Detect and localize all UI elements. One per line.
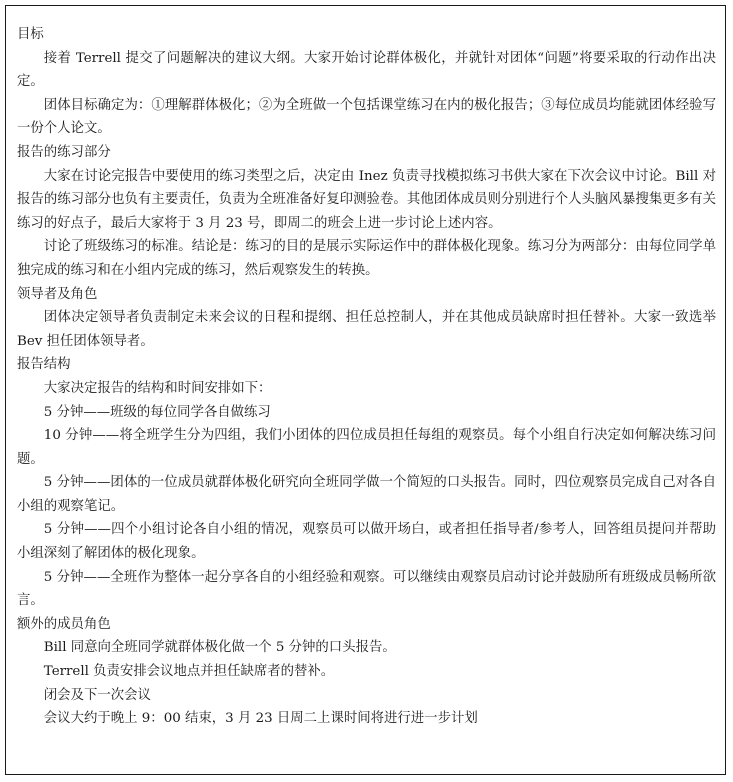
paragraph-exercise-plan: 大家在讨论完报告中要使用的练习类型之后，决定由 Inez 负责寻找模拟练习书供大家在下次会议中讨论。Bill 对报告的练习部分也负有主要责任，负责为全班准备好复印测验卷。其他团体成员则分别进行个人头脑风暴搜集更多有关练习的好点子，最后大家将于 3 月 23 号，即周二的班会上进一步讨论上述内容。 [17, 168, 716, 231]
paragraph-structure-step-5: 5 分钟——全班作为整体一起分享各自的小组经验和观察。可以继续由观察员启动讨论并鼓励所有班级成员畅所欲言。 [17, 569, 716, 609]
paragraph-exercise-standard: 讨论了班级练习的标准。结论是：练习的目的是展示实际运作中的群体极化现象。练习分为两部分：由每位同学单独完成的练习和在小组内完成的练习，然后观察发生的转换。 [17, 239, 716, 278]
paragraph-closing: 会议大约于晚上 9：00 结束，3 月 23 日周二上课时间将进行进一步计划 [43, 711, 478, 727]
paragraph-structure-intro: 大家决定报告的结构和时间安排如下： [43, 380, 272, 396]
paragraph-closing-heading: 闭会及下一次会议 [43, 687, 151, 703]
paragraph-structure-step-3: 5 分钟——团体的一位成员就群体极化研究向全班同学做一个简短的口头报告。同时，四位观察员完成自己对各自小组的观察笔记。 [17, 475, 716, 514]
paragraph-structure-step-2: 10 分钟——将全班学生分为四组，我们小团体的四位成员担任每组的观察员。每个小组自行决定如何解决练习问题。 [17, 428, 716, 467]
document-frame [5, 5, 726, 775]
section-heading-leader: 领导者及角色 [17, 286, 98, 302]
section-heading-goals: 目标 [17, 27, 44, 42]
paragraph-extra-role-terrell: Terrell 负责安排会议地点并担任缺席者的替补。 [43, 664, 335, 680]
paragraph-goals: 团体目标确定为：①理解群体极化；②为全班做一个包括课堂练习在内的极化报告；③每位成员均能就团体经验写一份个人论文。 [17, 97, 716, 137]
section-heading-extra-roles: 额外的成员角色 [17, 616, 111, 632]
paragraph-extra-role-bill: Bill 同意向全班同学就群体极化做一个 5 分钟的口头报告。 [43, 640, 396, 656]
paragraph-structure-step-1: 5 分钟——班级的每位同学各自做练习 [43, 404, 271, 420]
paragraph-intro: 接着 Terrell 提交了问题解决的建议大纲。大家开始讨论群体极化，并就针对团体“问题”将要采取的行动作出决定。 [17, 50, 716, 90]
paragraph-leader: 团体决定领导者负责制定未来会议的日程和提纲、担任总控制人，并在其他成员缺席时担任替补。大家一致选举 Bev 担任团体领导者。 [17, 310, 716, 349]
section-heading-structure: 报告结构 [17, 357, 71, 373]
section-heading-exercise: 报告的练习部分 [17, 144, 111, 160]
paragraph-structure-step-4: 5 分钟——四个小组讨论各自小组的情况，观察员可以做开场白，或者担任指导者/参考人，回答组员提问并帮助小组深刻了解团体的极化现象。 [17, 522, 716, 562]
